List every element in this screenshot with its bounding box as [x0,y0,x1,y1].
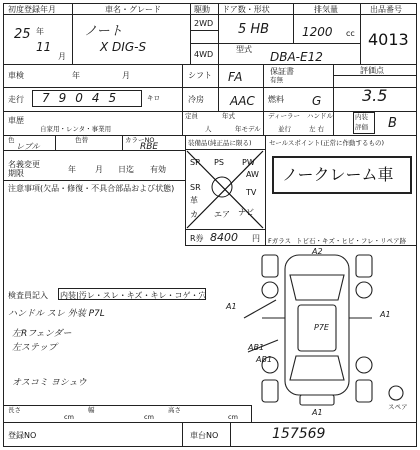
note-3: 左ステップ [12,343,57,353]
spare-label: スペア [388,403,408,411]
height-label: 高さ [168,406,181,414]
score-value: 3.5 [362,86,388,105]
width-label: 幅 [88,406,95,414]
equipment-title: 装備品(純正品に限る) [188,139,252,147]
date-year: 年 [68,165,76,174]
glass-items: トビ石・キズ・ヒビ・フレ・リペア跡 [296,237,406,245]
mileage-label: 走行 [8,95,24,104]
inspection-year: 年 [72,71,80,80]
capacity-label: 定員 [185,112,198,120]
equip-navi: ナビ [238,208,254,217]
drive-2wd: 2WD [194,19,214,28]
mileage-value: 79045 [42,91,126,105]
reg-no-label: 登録NO [8,431,37,440]
equip-sr: SR [190,158,201,167]
frame-label: 車台NO [190,431,219,440]
r-unit: 円 [252,234,260,243]
shift-label: シフト [188,71,212,80]
date-month: 月 [95,165,103,174]
equip-air: エア [214,210,230,219]
reg-month-value: 11 [36,40,52,54]
handle-label: ハンドル [307,112,333,120]
mark-a1-top: A1 [226,302,237,311]
interior-label: 内装 [355,113,368,121]
note-1: ハンドル スレ 外装 P7L [8,309,105,319]
date-valid: 有効 [150,165,166,174]
dealer-label: ディーラー [268,112,300,120]
fuel-value: G [312,94,322,108]
inspection-label: 車検 [8,71,24,80]
mark-a1-right: A1 [380,310,391,319]
doors-label: ドア数・形状 [222,5,270,14]
date-day: 日迄 [118,165,134,174]
dealer-sub: 並行 [278,125,291,133]
model-year-label: 年式 [222,112,235,120]
equip-aw: AW [246,170,259,179]
fuel-label: 燃料 [268,95,284,104]
history-sub: 自家用・レンタ・事業用 [40,125,112,133]
r-label: R券 [190,234,204,243]
car-name-value: ノート [84,24,123,39]
interior-sub: 評価 [355,123,368,131]
reg-month-unit: 月 [58,52,66,61]
lot-number: 4013 [368,30,409,49]
mark-a2: A2 [312,247,323,256]
lot-label: 出品番号 [370,5,402,14]
guarantee-label: 保証書 [270,67,294,76]
color-value: レブル [16,142,40,151]
handle-sub: 左 右 [309,125,325,133]
reg-year-unit: 年 [36,27,44,36]
ac-label: 冷房 [188,95,204,104]
interior-value: B [388,116,397,131]
history-label: 車歴 [8,116,24,125]
color-code-label: カラーNO [125,136,155,144]
equip-ka: カ [190,210,198,219]
length-unit: cm [64,413,74,421]
drive-label: 駆動 [194,5,210,14]
car-name-label: 車名・グレード [105,5,161,14]
frame-value: 157569 [272,426,326,442]
no-claim-text: ノークレーム車 [282,165,394,184]
reg-year-label: 初度登録年月 [8,5,56,14]
inspector-items: 内装|汚レ・スレ・キズ・キレ・コゲ・穴 [60,291,207,300]
grade-value: X DIG-S [100,40,147,54]
reg-year-value: 25 [14,27,31,42]
inspector-label: 検査員記入 [8,291,48,300]
shift-value: FA [228,70,243,84]
sales-point-title: セールスポイント(正常に作動するもの) [269,139,384,147]
r-value: 8400 [210,231,238,244]
mileage-unit: キロ [147,94,160,102]
ac-value: AAC [230,94,255,108]
inspection-month: 月 [122,71,130,80]
doors-value: 5 HB [238,22,270,37]
mark-ab1-b: AB1 [256,355,273,364]
equip-pw: PW [242,158,255,167]
equip-sr2: SR [190,183,201,192]
length-label: 長さ [8,406,21,414]
equip-tv: TV [246,188,257,197]
note-2: 左Rフェンダー [12,329,72,339]
mark-p7e: P7E [314,323,329,332]
remarks-label: 注意事項(欠品・修復・不具合部品および状態) [8,184,175,193]
equip-ps: PS [214,158,224,167]
color-label: 色 [8,136,15,144]
width-unit: cm [144,413,154,421]
name-change-label: 名義変更 [8,160,40,169]
model-year-sub: 年モデル [235,125,261,133]
mark-a1-bottom: A1 [312,408,323,417]
engine-value: 1200 [302,25,333,39]
equip-leather: 革 [190,196,198,205]
height-unit: cm [228,413,238,421]
score-label: 評価点 [360,66,384,75]
name-change-deadline: 期限 [8,169,24,178]
engine-label: 排気量 [314,5,338,14]
note-4: オスコミ ヨシュウ [12,378,87,388]
color-no-label: 色替 [75,136,88,144]
color-code: RBE [140,142,159,152]
capacity-unit: 人 [205,125,212,133]
glass-label: Fガラス [268,237,292,245]
mark-ab1-a: AB1 [248,343,265,352]
drive-4wd: 4WD [194,50,214,59]
model-value: DBA-E12 [270,50,323,64]
model-label: 型式 [236,45,252,54]
guarantee-sub: 有無 [270,76,283,84]
engine-unit: cc [346,29,355,38]
